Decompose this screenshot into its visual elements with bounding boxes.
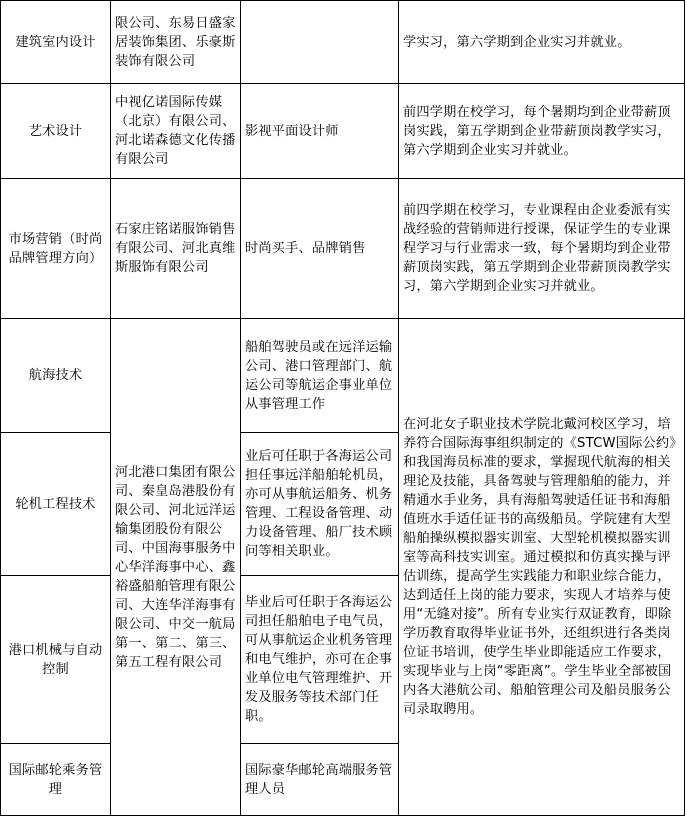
cell-major-name: 港口机械与自动控制 — [1, 576, 111, 744]
cell-target-jobs: 船舶驾驶员或在远洋运输公司、港口管理部门、航运公司等航运企事业单位从事管理工作 — [241, 319, 399, 433]
cell-target-jobs — [241, 1, 399, 84]
cell-target-jobs: 国际豪华邮轮高端服务管理人员 — [241, 744, 399, 816]
cell-major-name: 轮机工程技术 — [1, 433, 111, 576]
cell-partner-enterprises: 限公司、东易日盛家居装饰集团、乐豪斯装饰有限公司 — [111, 1, 241, 84]
cell-training-mode-maritime: 在河北女子职业技术学院北戴河校区学习，培养符合国际海事组织制定的《STCW国际公约》和我国海员标准的要求，掌握现代航海的相关理论及技能，具备驾驶与管理船舶的能力，并精通水手业务，具有海船驾驶适任证书和海船值班水手适任证书的高级船员。学院建有大型船舶操纵模拟器实训室、大型轮机模拟器实训室等高科技实训室。通过模拟和仿真实操与评估训练，提高学生实践能力和职业综合能力，达到适任上岗的能力要求，实现人才培养与使用“无缝对接”。所有专业实行双证教育，即除学历教育取得毕业证书外，还组织进行各类岗位证书培训，使学生毕业即能适应工作要求，实现毕业与上岗“零距离”。学生毕业全部被国内各大港航公司、船舶管理公司及船员服务公司录取聘用。 — [399, 319, 685, 816]
table-row — [1, 179, 685, 319]
cell-target-jobs: 影视平面设计师 — [241, 84, 399, 179]
cell-training-mode: 前四学期在校学习，专业课程由企业委派有实战经验的营销师进行授课，保证学生的专业课程学习与行业需求一致，每个暑期均到企业带薪顶岗实践，第五学期到企业带薪顶岗教学实习，第六学期到企业实习并就业。 — [399, 179, 685, 319]
cell-partner-enterprises: 中视亿诺国际传媒（北京）有限公司、河北诺森德文化传播有限公司 — [111, 84, 241, 179]
table-row — [1, 319, 685, 433]
cell-training-mode: 前四学期在校学习，每个暑期均到企业带薪顶岗实践，第五学期到企业带薪顶岗教学实习，第六学期到企业实习并就业。 — [399, 84, 685, 179]
cell-major-name: 航海技术 — [1, 319, 111, 433]
cell-target-jobs: 毕业后可任职于各海运公司担任船舶电子电气员，可从事航运企业机务管理和电气维护，亦可在企事业单位电气管理维护、开发及服务等技术部门任职。 — [241, 576, 399, 744]
cell-major-name: 建筑室内设计 — [1, 1, 111, 84]
cell-partner-enterprises-maritime: 河北港口集团有限公司、秦皇岛港股份有限公司、河北远洋运输集团股份有限公司、中国海事服务中心华洋海事中心、鑫裕盛船舶管理有限公司、大连华洋海事有限公司、中交一航局第一、第二、第三、第五工程有限公司 — [111, 319, 241, 816]
cell-partner-enterprises: 石家庄铭诺服饰销售有限公司、河北真维斯服饰有限公司 — [111, 179, 241, 319]
cell-major-name: 国际邮轮乘务管理 — [1, 744, 111, 816]
cell-training-mode: 学实习，第六学期到企业实习并就业。 — [399, 1, 685, 84]
cell-target-jobs: 业后可任职于各海运公司担任事远洋船舶轮机员，亦可从事航运船务、机务管理、工程设备管理、动力设备管理、船厂技术顾问等相关职业。 — [241, 433, 399, 576]
cell-major-name: 艺术设计 — [1, 84, 111, 179]
table-row — [1, 1, 685, 84]
cell-major-name: 市场营销（时尚品牌管理方向） — [1, 179, 111, 319]
cell-target-jobs: 时尚买手、品牌销售 — [241, 179, 399, 319]
table-row — [1, 84, 685, 179]
